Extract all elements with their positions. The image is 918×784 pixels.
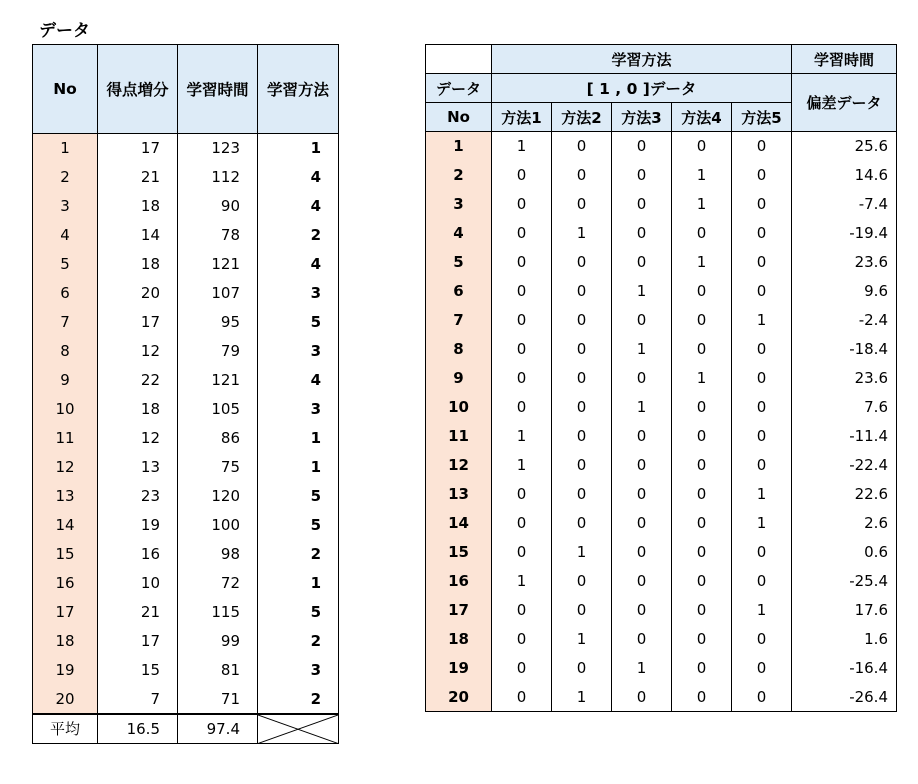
method-5-flag-cell[interactable]: 0 [732,654,792,683]
method-1-flag-cell[interactable]: 0 [492,190,552,219]
deviation-cell[interactable]: -2.4 [792,306,897,335]
row-no-cell[interactable]: 6 [33,279,98,308]
deviation-cell[interactable]: 25.6 [792,132,897,161]
method-1-flag-cell[interactable]: 0 [492,480,552,509]
row-no-cell[interactable]: 1 [33,134,98,163]
study-method-cell[interactable]: 4 [258,192,339,221]
method-2-flag-cell[interactable]: 0 [552,132,612,161]
header-score-gain: 得点増分 [98,45,178,134]
deviation-cell[interactable]: 7.6 [792,393,897,422]
row-no-cell[interactable]: 18 [33,627,98,656]
deviation-cell[interactable]: -11.4 [792,422,897,451]
method-2-flag-cell[interactable]: 1 [552,219,612,248]
left-header-row [33,45,339,134]
table-row [426,132,897,161]
table-row [426,683,897,712]
method-5-flag-cell[interactable]: 1 [732,596,792,625]
method-4-flag-cell[interactable]: 0 [672,567,732,596]
table-row [426,393,897,422]
table-row [426,654,897,683]
study-time-cell[interactable]: 105 [178,395,258,424]
method-3-flag-cell[interactable]: 1 [612,654,672,683]
deviation-cell[interactable]: 14.6 [792,161,897,190]
method-3-flag-cell[interactable]: 0 [612,161,672,190]
study-method-cell[interactable]: 2 [258,685,339,714]
method-3-flag-cell[interactable]: 0 [612,132,672,161]
deviation-cell[interactable]: -18.4 [792,335,897,364]
method-4-flag-cell[interactable]: 0 [672,422,732,451]
score-gain-cell[interactable]: 18 [98,395,178,424]
row-no-cell[interactable]: 2 [33,163,98,192]
method-1-flag-cell[interactable]: 1 [492,451,552,480]
method-1-flag-cell[interactable]: 0 [492,393,552,422]
header-study-time-group: 学習時間 [792,45,897,74]
study-method-cell[interactable]: 4 [258,163,339,192]
method-3-flag-cell[interactable]: 0 [612,306,672,335]
header-deviation-data: 偏差データ [792,74,897,132]
study-method-cell[interactable]: 5 [258,511,339,540]
study-method-cell[interactable]: 1 [258,569,339,598]
cross-mark-icon [258,715,338,744]
method-5-flag-cell[interactable]: 0 [732,567,792,596]
row-no-cell[interactable]: 15 [426,538,492,567]
table-row [426,277,897,306]
table-row [426,161,897,190]
method-1-flag-cell[interactable]: 0 [492,596,552,625]
method-5-flag-cell[interactable]: 0 [732,364,792,393]
row-no-cell[interactable]: 20 [426,683,492,712]
header-no: No [33,45,98,134]
method-3-flag-cell[interactable]: 0 [612,596,672,625]
study-time-cell[interactable]: 98 [178,540,258,569]
method-2-flag-cell[interactable]: 1 [552,625,612,654]
method-5-flag-cell[interactable]: 0 [732,132,792,161]
crossed-out-cell[interactable] [258,714,339,744]
table-row [33,598,339,627]
header-method-4: 方法4 [672,103,732,132]
score-gain-cell[interactable]: 15 [98,656,178,685]
row-no-cell[interactable]: 1 [426,132,492,161]
row-no-cell[interactable]: 14 [426,509,492,538]
row-no-cell[interactable]: 16 [426,567,492,596]
deviation-cell[interactable]: 22.6 [792,480,897,509]
method-3-flag-cell[interactable]: 0 [612,625,672,654]
method-4-flag-cell[interactable]: 1 [672,161,732,190]
dummy-variable-table [425,44,897,712]
method-1-flag-cell[interactable]: 0 [492,364,552,393]
method-5-flag-cell[interactable]: 1 [732,509,792,538]
table-row [33,308,339,337]
study-method-cell[interactable]: 3 [258,337,339,366]
method-3-flag-cell[interactable]: 0 [612,683,672,712]
row-no-cell[interactable]: 11 [33,424,98,453]
method-3-flag-cell[interactable]: 0 [612,219,672,248]
deviation-cell[interactable]: 0.6 [792,538,897,567]
method-2-flag-cell[interactable]: 0 [552,277,612,306]
method-2-flag-cell[interactable]: 0 [552,451,612,480]
header-binary-data: [ 1 , 0 ]データ [492,74,792,103]
study-time-cell[interactable]: 121 [178,250,258,279]
row-no-cell[interactable]: 16 [33,569,98,598]
row-no-cell[interactable]: 17 [426,596,492,625]
study-time-cell[interactable]: 100 [178,511,258,540]
header-study-method-group: 学習方法 [492,45,792,74]
table-row [426,335,897,364]
method-2-flag-cell[interactable]: 0 [552,422,612,451]
row-no-cell[interactable]: 11 [426,422,492,451]
row-no-cell[interactable]: 15 [33,540,98,569]
method-5-flag-cell[interactable]: 0 [732,277,792,306]
row-no-cell[interactable]: 10 [33,395,98,424]
method-3-flag-cell[interactable]: 0 [612,567,672,596]
method-4-flag-cell[interactable]: 0 [672,654,732,683]
method-4-flag-cell[interactable]: 0 [672,335,732,364]
deviation-cell[interactable]: -22.4 [792,451,897,480]
score-gain-cell[interactable]: 10 [98,569,178,598]
row-no-cell[interactable]: 7 [33,308,98,337]
row-no-cell[interactable]: 3 [33,192,98,221]
method-1-flag-cell[interactable]: 0 [492,625,552,654]
method-5-flag-cell[interactable]: 0 [732,422,792,451]
study-time-cell[interactable]: 107 [178,279,258,308]
table-row [426,306,897,335]
score-gain-cell[interactable]: 13 [98,453,178,482]
method-2-flag-cell[interactable]: 1 [552,538,612,567]
score-gain-cell[interactable]: 18 [98,250,178,279]
method-5-flag-cell[interactable]: 0 [732,451,792,480]
method-1-flag-cell[interactable]: 0 [492,248,552,277]
row-no-cell[interactable]: 18 [426,625,492,654]
row-no-cell[interactable]: 9 [426,364,492,393]
row-no-cell[interactable]: 17 [33,598,98,627]
method-3-flag-cell[interactable]: 1 [612,277,672,306]
study-method-cell[interactable]: 4 [258,366,339,395]
score-gain-cell[interactable]: 23 [98,482,178,511]
method-3-flag-cell[interactable]: 0 [612,538,672,567]
header-method-3: 方法3 [612,103,672,132]
study-method-cell[interactable]: 3 [258,656,339,685]
score-gain-cell[interactable]: 17 [98,134,178,163]
method-3-flag-cell[interactable]: 0 [612,364,672,393]
table-row [426,567,897,596]
score-gain-cell[interactable]: 21 [98,163,178,192]
score-gain-cell[interactable]: 17 [98,627,178,656]
average-label[interactable]: 平均 [33,714,98,744]
study-method-cell[interactable]: 2 [258,221,339,250]
deviation-cell[interactable]: 9.6 [792,277,897,306]
table-row [33,395,339,424]
method-2-flag-cell[interactable]: 0 [552,480,612,509]
method-2-flag-cell[interactable]: 1 [552,683,612,712]
row-no-cell[interactable]: 5 [33,250,98,279]
method-5-flag-cell[interactable]: 0 [732,683,792,712]
method-4-flag-cell[interactable]: 0 [672,625,732,654]
method-5-flag-cell[interactable]: 0 [732,219,792,248]
method-1-flag-cell[interactable]: 0 [492,654,552,683]
table-row [426,219,897,248]
method-4-flag-cell[interactable]: 0 [672,306,732,335]
row-no-cell[interactable]: 20 [33,685,98,714]
method-2-flag-cell[interactable]: 0 [552,393,612,422]
method-3-flag-cell[interactable]: 1 [612,335,672,364]
table-row [33,366,339,395]
method-5-flag-cell[interactable]: 0 [732,335,792,364]
method-2-flag-cell[interactable]: 0 [552,596,612,625]
method-5-flag-cell[interactable]: 0 [732,625,792,654]
row-no-cell[interactable]: 7 [426,306,492,335]
deviation-cell[interactable]: -26.4 [792,683,897,712]
method-4-flag-cell[interactable]: 0 [672,509,732,538]
study-time-cell[interactable]: 79 [178,337,258,366]
row-no-cell[interactable]: 8 [426,335,492,364]
row-no-cell[interactable]: 12 [33,453,98,482]
header-method-2: 方法2 [552,103,612,132]
deviation-cell[interactable]: 23.6 [792,364,897,393]
sheet-title: データ [39,21,90,41]
average-row [33,714,339,744]
table-row [33,424,339,453]
study-time-cell[interactable]: 71 [178,685,258,714]
header-method-1: 方法1 [492,103,552,132]
table-row [33,221,339,250]
row-no-cell[interactable]: 19 [33,656,98,685]
row-no-cell[interactable]: 3 [426,190,492,219]
table-row [426,190,897,219]
header-study-method: 学習方法 [258,45,339,134]
row-no-cell[interactable]: 9 [33,366,98,395]
source-data-table [32,44,339,744]
study-time-cell[interactable]: 78 [178,221,258,250]
method-2-flag-cell[interactable]: 0 [552,306,612,335]
score-gain-cell[interactable]: 12 [98,337,178,366]
score-gain-cell[interactable]: 21 [98,598,178,627]
method-4-flag-cell[interactable]: 1 [672,190,732,219]
method-4-flag-cell[interactable]: 0 [672,219,732,248]
study-time-cell[interactable]: 86 [178,424,258,453]
header-blank [426,45,492,74]
method-4-flag-cell[interactable]: 1 [672,364,732,393]
study-method-cell[interactable]: 2 [258,627,339,656]
method-4-flag-cell[interactable]: 0 [672,451,732,480]
study-method-cell[interactable]: 2 [258,540,339,569]
study-time-cell[interactable]: 90 [178,192,258,221]
study-method-cell[interactable]: 5 [258,308,339,337]
score-gain-cell[interactable]: 18 [98,192,178,221]
deviation-cell[interactable]: -7.4 [792,190,897,219]
method-2-flag-cell[interactable]: 0 [552,190,612,219]
row-no-cell[interactable]: 10 [426,393,492,422]
table-row [33,511,339,540]
method-1-flag-cell[interactable]: 0 [492,277,552,306]
method-4-flag-cell[interactable]: 0 [672,538,732,567]
table-row [33,540,339,569]
table-row [33,192,339,221]
method-2-flag-cell[interactable]: 0 [552,335,612,364]
score-gain-cell[interactable]: 17 [98,308,178,337]
method-5-flag-cell[interactable]: 0 [732,248,792,277]
method-1-flag-cell[interactable]: 1 [492,422,552,451]
table-row [426,248,897,277]
table-row [33,279,339,308]
table-row [426,596,897,625]
row-no-cell[interactable]: 14 [33,511,98,540]
score-gain-cell[interactable]: 7 [98,685,178,714]
study-method-cell[interactable]: 5 [258,482,339,511]
study-time-cell[interactable]: 120 [178,482,258,511]
row-no-cell[interactable]: 4 [426,219,492,248]
method-2-flag-cell[interactable]: 0 [552,509,612,538]
row-no-cell[interactable]: 13 [33,482,98,511]
method-3-flag-cell[interactable]: 0 [612,451,672,480]
row-no-cell[interactable]: 19 [426,654,492,683]
deviation-cell[interactable]: 23.6 [792,248,897,277]
method-3-flag-cell[interactable]: 0 [612,248,672,277]
method-1-flag-cell[interactable]: 0 [492,683,552,712]
method-1-flag-cell[interactable]: 0 [492,335,552,364]
study-method-cell[interactable]: 4 [258,250,339,279]
method-1-flag-cell[interactable]: 0 [492,161,552,190]
method-3-flag-cell[interactable]: 0 [612,422,672,451]
deviation-cell[interactable]: -25.4 [792,567,897,596]
study-time-cell[interactable]: 95 [178,308,258,337]
method-5-flag-cell[interactable]: 1 [732,480,792,509]
study-method-cell[interactable]: 1 [258,134,339,163]
method-2-flag-cell[interactable]: 0 [552,654,612,683]
method-4-flag-cell[interactable]: 0 [672,277,732,306]
study-time-cell[interactable]: 81 [178,656,258,685]
method-5-flag-cell[interactable]: 0 [732,161,792,190]
table-row [33,685,339,714]
study-method-cell[interactable]: 1 [258,424,339,453]
method-4-flag-cell[interactable]: 0 [672,683,732,712]
method-4-flag-cell[interactable]: 0 [672,393,732,422]
method-5-flag-cell[interactable]: 0 [732,190,792,219]
row-no-cell[interactable]: 13 [426,480,492,509]
method-4-flag-cell[interactable]: 1 [672,248,732,277]
method-1-flag-cell[interactable]: 1 [492,132,552,161]
study-method-cell[interactable]: 5 [258,598,339,627]
table-row [426,364,897,393]
row-no-cell[interactable]: 6 [426,277,492,306]
right-header-row-2 [426,74,897,103]
deviation-cell[interactable]: -16.4 [792,654,897,683]
method-3-flag-cell[interactable]: 0 [612,509,672,538]
method-2-flag-cell[interactable]: 0 [552,161,612,190]
row-no-cell[interactable]: 8 [33,337,98,366]
header-no-right: No [426,103,492,132]
study-time-cell[interactable]: 75 [178,453,258,482]
score-gain-cell[interactable]: 22 [98,366,178,395]
study-method-cell[interactable]: 3 [258,279,339,308]
method-1-flag-cell[interactable]: 0 [492,219,552,248]
study-time-cell[interactable]: 112 [178,163,258,192]
method-4-flag-cell[interactable]: 0 [672,132,732,161]
method-3-flag-cell[interactable]: 0 [612,190,672,219]
study-method-cell[interactable]: 1 [258,453,339,482]
table-row [426,451,897,480]
table-row [33,250,339,279]
average-time-cell[interactable]: 97.4 [178,714,258,744]
table-row [33,656,339,685]
method-3-flag-cell[interactable]: 0 [612,480,672,509]
table-row [33,337,339,366]
table-row [426,422,897,451]
method-5-flag-cell[interactable]: 0 [732,393,792,422]
method-1-flag-cell[interactable]: 1 [492,567,552,596]
method-2-flag-cell[interactable]: 0 [552,248,612,277]
study-time-cell[interactable]: 72 [178,569,258,598]
method-5-flag-cell[interactable]: 0 [732,538,792,567]
header-method-5: 方法5 [732,103,792,132]
deviation-cell[interactable]: 2.6 [792,509,897,538]
study-time-cell[interactable]: 121 [178,366,258,395]
table-row [426,538,897,567]
score-gain-cell[interactable]: 12 [98,424,178,453]
table-row [33,134,339,163]
study-time-cell[interactable]: 123 [178,134,258,163]
row-no-cell[interactable]: 2 [426,161,492,190]
row-no-cell[interactable]: 4 [33,221,98,250]
table-row [33,482,339,511]
table-row [33,627,339,656]
header-data: データ [426,74,492,103]
table-row [426,509,897,538]
method-1-flag-cell[interactable]: 0 [492,509,552,538]
deviation-cell[interactable]: -19.4 [792,219,897,248]
study-method-cell[interactable]: 3 [258,395,339,424]
method-1-flag-cell[interactable]: 0 [492,538,552,567]
study-time-cell[interactable]: 115 [178,598,258,627]
deviation-cell[interactable]: 17.6 [792,596,897,625]
method-5-flag-cell[interactable]: 1 [732,306,792,335]
score-gain-cell[interactable]: 19 [98,511,178,540]
method-2-flag-cell[interactable]: 0 [552,567,612,596]
deviation-cell[interactable]: 1.6 [792,625,897,654]
right-header-row-1 [426,45,897,74]
header-study-time: 学習時間 [178,45,258,134]
method-1-flag-cell[interactable]: 0 [492,306,552,335]
study-time-cell[interactable]: 99 [178,627,258,656]
method-4-flag-cell[interactable]: 0 [672,480,732,509]
score-gain-cell[interactable]: 20 [98,279,178,308]
score-gain-cell[interactable]: 16 [98,540,178,569]
table-row [426,480,897,509]
method-4-flag-cell[interactable]: 0 [672,596,732,625]
row-no-cell[interactable]: 5 [426,248,492,277]
method-3-flag-cell[interactable]: 1 [612,393,672,422]
average-score-cell[interactable]: 16.5 [98,714,178,744]
table-row [33,453,339,482]
table-row [33,569,339,598]
score-gain-cell[interactable]: 14 [98,221,178,250]
table-row [33,163,339,192]
method-2-flag-cell[interactable]: 0 [552,364,612,393]
row-no-cell[interactable]: 12 [426,451,492,480]
table-row [426,625,897,654]
